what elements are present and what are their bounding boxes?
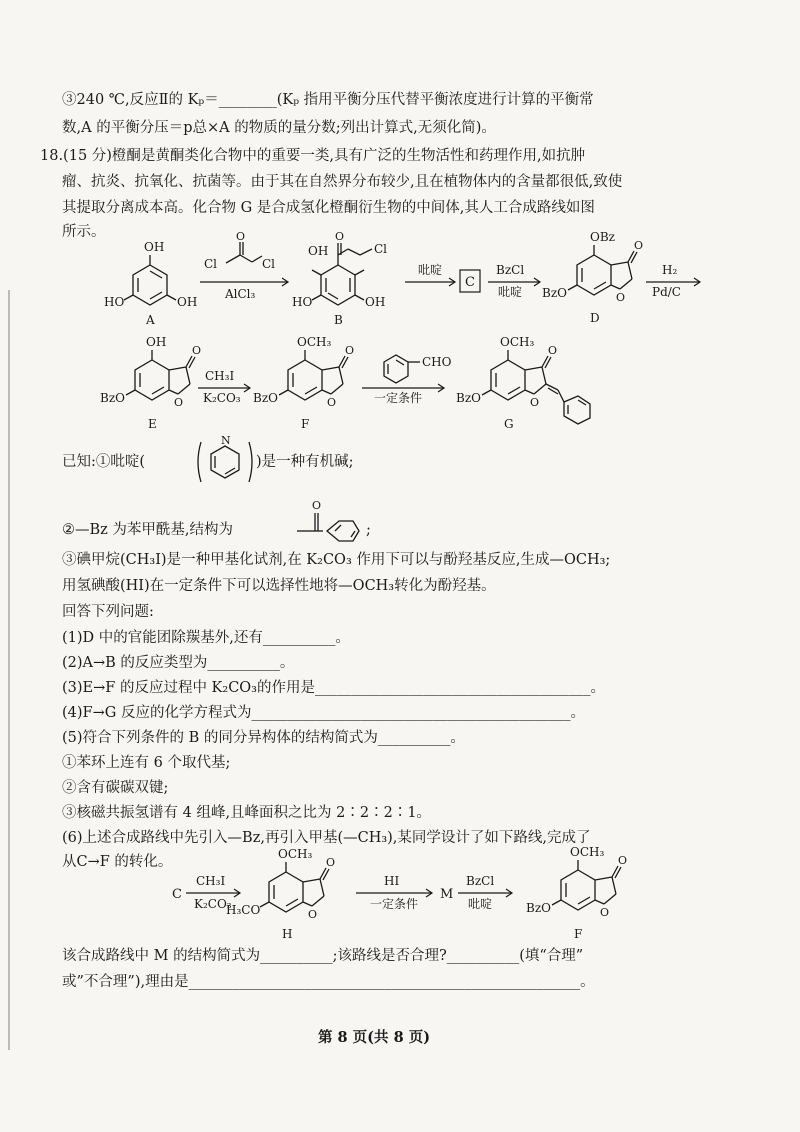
compound-h [226,847,335,941]
svg-text:OH: OH [365,295,386,309]
svg-text:OH: OH [308,244,329,258]
question-intro: 所示。 [62,224,106,240]
svg-text:BzCl: BzCl [496,263,525,277]
svg-text:O: O [634,239,644,252]
svg-text:OCH₃: OCH₃ [278,847,313,861]
svg-text:O: O [236,230,246,243]
svg-text:一定条件: 一定条件 [370,897,419,911]
known-3: 用氢碘酸(HI)在一定条件下可以选择性地将—OCH₃转化为酚羟基。 [62,578,496,594]
label-f2: F [574,927,583,941]
question-line: 从C→F 的转化。 [62,854,173,870]
svg-text:吡啶: 吡啶 [498,285,523,299]
compound-b [292,230,387,327]
pyridine-structure [198,434,252,482]
oh-label: OH [144,240,165,254]
label-g: G [504,417,514,431]
known-2-pre: ②—Bz 为苯甲酰基,结构为 [62,522,234,538]
question-line: (3)E→F 的反应过程中 K₂CO₃的作用是______________________________________。 [62,680,605,696]
page-footer: 第 8 页(共 8 页) [318,1029,431,1046]
svg-text:Cl: Cl [262,257,276,271]
text-line: 数,A 的平衡分压＝p总×A 的物质的量分数;列出计算式,无须化简)。 [62,120,496,136]
label-a: A [146,313,155,327]
question-line: ②含有碳碳双键; [62,780,169,796]
svg-text:吡啶: 吡啶 [468,897,493,911]
label-m: M [440,887,454,902]
compound-a [104,240,197,327]
known-1-post: )是一种有机碱; [256,454,354,470]
question-line: 回答下列问题: [62,604,154,620]
arrow-b-c [405,262,455,286]
svg-text:K₂CO₃: K₂CO₃ [194,897,232,911]
svg-text:Cl: Cl [374,242,388,256]
svg-text:K₂CO₃: K₂CO₃ [203,391,241,405]
arrow-a-b [200,230,288,301]
compound-g [456,335,590,431]
svg-text:CH₃I: CH₃I [205,369,235,383]
svg-text:HI: HI [384,874,400,888]
question-line: (1)D 中的官能团除羰基外,还有__________。 [62,630,350,646]
question-line: (6)上述合成路线中先引入—Bz,再引入甲基(—CH₃),某同学设计了如下路线,完成了 [62,830,591,846]
svg-text:O: O [192,344,202,357]
svg-text:N: N [221,434,231,447]
known-2-post: ; [366,522,371,538]
question-line: (2)A→B 的反应类型为__________。 [62,655,295,671]
svg-text:HO: HO [104,295,125,309]
svg-text:HO: HO [292,295,313,309]
compound-f [253,335,354,431]
question-line: (4)F→G 反应的化学方程式为____________________________________________。 [62,705,585,721]
label-h: H [282,927,293,941]
svg-text:OH: OH [177,295,198,309]
question-intro: 18.(15 分)橙酮是黄酮类化合物中的重要一类,具有广泛的生物活性和药理作用,如抗肿 [40,148,586,164]
label-f: F [301,417,310,431]
scheme-2 [172,845,627,941]
svg-text:O: O [308,908,318,921]
svg-text:H₂: H₂ [662,263,678,277]
svg-text:CHO: CHO [422,355,452,369]
svg-text:OCH₃: OCH₃ [500,335,535,349]
question-line: ③核磁共振氢谱有 4 组峰,且峰面积之比为 2∶2∶2∶1。 [62,805,432,821]
compound-d [542,230,643,325]
question-line: (5)符合下列条件的 B 的同分异构体的结构简式为__________。 [62,730,465,746]
svg-text:OCH₃: OCH₃ [297,335,332,349]
arrow-c-d [488,263,540,299]
label-b: B [334,313,343,327]
svg-text:O: O [327,396,337,409]
arrow-f-g [362,355,452,405]
svg-text:吡啶: 吡啶 [418,263,443,277]
svg-text:O: O [600,906,610,919]
benzoyl-structure [297,499,359,541]
svg-text:OH: OH [146,335,167,349]
compound-e [100,335,201,431]
final-line: 该合成路线中 M 的结构简式为__________;该路线是否合理?__________(填“合理” [62,948,584,964]
question-intro: 其提取分离成本高。化合物 G 是合成氢化橙酮衍生物的中间体,其人工合成路线如图 [62,200,595,216]
svg-text:OBz: OBz [590,230,615,244]
svg-text:O: O [345,344,355,357]
label-e: E [148,417,157,431]
label-d: D [590,311,600,325]
svg-text:一定条件: 一定条件 [374,391,423,405]
known-1-pre: 已知:①吡啶( [62,454,146,470]
svg-text:O: O [530,396,540,409]
svg-text:OCH₃: OCH₃ [570,845,605,859]
svg-text:O: O [616,291,626,304]
question-line: ①苯环上连有 6 个取代基; [62,755,231,771]
svg-text:BzO: BzO [526,901,551,915]
svg-text:O: O [174,396,184,409]
svg-text:BzCl: BzCl [466,874,495,888]
svg-text:O: O [618,854,628,867]
text-line: ③240 ℃,反应Ⅱ的 Kₚ＝________(Kₚ 指用平衡分压代替平衡浓度进行计算的平衡常 [62,92,594,108]
final-line: 或”不合理”),理由是______________________________________________________。 [62,974,595,990]
svg-text:O: O [335,230,345,243]
svg-text:C: C [172,887,182,902]
svg-text:Pd/C: Pd/C [652,285,681,299]
svg-text:BzO: BzO [253,391,278,405]
svg-text:O: O [312,499,322,512]
compound-f-2 [526,845,627,941]
known-3: ③碘甲烷(CH₃I)是一种甲基化试剂,在 K₂CO₃ 作用下可以与酚羟基反应,生成—OCH₃; [62,552,611,568]
svg-text:O: O [326,856,336,869]
svg-text:BzO: BzO [542,286,567,300]
svg-text:BzO: BzO [456,391,481,405]
svg-text:Cl: Cl [204,257,218,271]
label-c: C [465,275,475,290]
arrow-d-e [646,263,700,299]
svg-text:H₃CO: H₃CO [226,903,261,917]
svg-text:BzO: BzO [100,391,125,405]
arrow-e-f [198,369,250,405]
question-intro: 瘤、抗炎、抗氧化、抗菌等。由于其在自然界分布较少,且在植物体内的含量都很低,致使 [62,174,623,190]
reagent-alcl3: AlCl₃ [225,287,256,301]
svg-text:O: O [548,344,558,357]
svg-text:CH₃I: CH₃I [196,874,226,888]
